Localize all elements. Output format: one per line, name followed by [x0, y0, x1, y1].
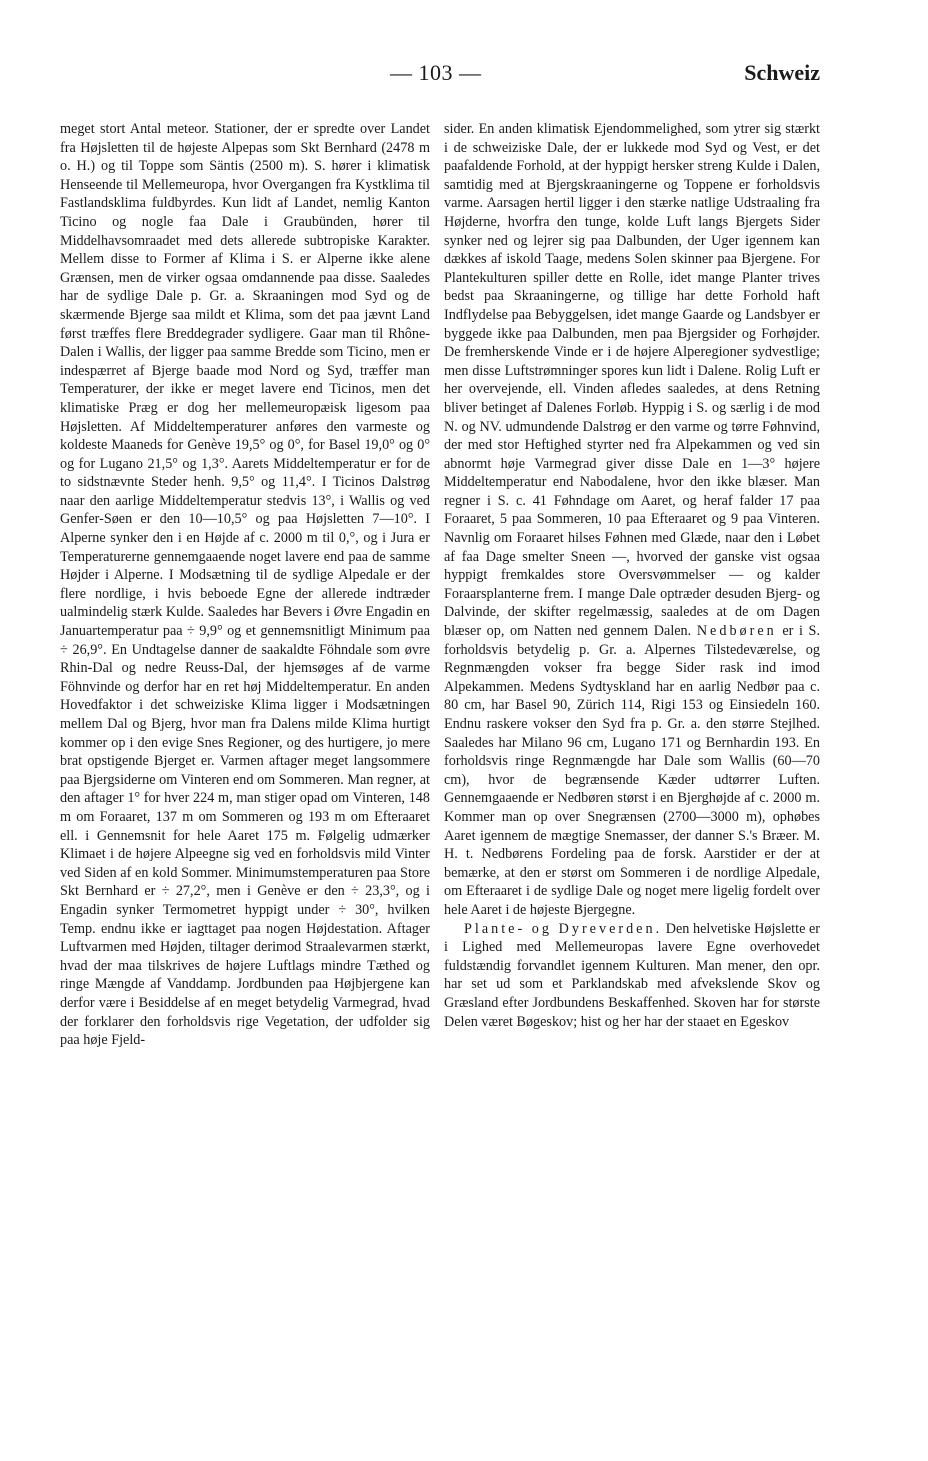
- page-header: [60, 60, 820, 100]
- climate-paragraph: [444, 120, 820, 920]
- flora-fauna-heading: Plante- og Dyreverden.: [464, 920, 663, 937]
- right-column: [444, 120, 820, 1031]
- left-column-text: meget stort Antal meteor. Stationer, der er spredte over Landet fra Højsletten til de højeste Alpepas som Skt Bernhard (2478 m o. H.) og til Toppe som Säntis (2500 m). S. hører i klimatisk Henseende til Mellemeuropa, hvor Overgangen fra Kystklima til Fastlandsklima fuldbyrdes. Kun lidt af Landet, nemlig Kanton Ticino og nogle faa Dale i Graubünden, hører til Middelhavsomraadet med dets allerede subtropiske Karakter. Mellem disse to Former af Klima i S. er Alperne ikke alene Grænsen, men de virker ogsaa omdannende paa disse. Saaledes har de sydlige Dale p. Gr. a. Skraaningen mod Syd og de skærmende Bjerge saa mildt et Klima, som det paa jævnt Land først træffes flere Breddegrader sydligere. Gaar man til Rhône-Dalen i Wallis, der ligger paa samme Bredde som Ticino, men er indespærret af Bjerge baade mod Nord og Syd, træffer man Temperaturer, der ikke er meget lavere end Ticinos, men det klimatiske Præg er dog her mellemeuropæisk ligesom paa Højsletten. Af Middeltemperaturer anføres den varmeste og koldeste Maaneds for Genève 19,5° og 0°, for Basel 19,0° og 0° og for Lugano 21,5° og 1,3°. Aarets Middeltemperatur er for de to sidstnævnte Steder henh. 9,5° og 11,4°. I Ticinos Dalstrøg naar den aarlige Middeltemperatur stedvis 13°, i Wallis og ved Genfer-Søen er den 10—10,5° og paa Højsletten 7—10°. I Alperne synker den i en Højde af c. 2000 m til 0,°, og i Jura er Temperaturerne gennemgaaende noget lavere end paa de samme Højder i Alperne. I Modsætning til de sydlige Alpedale er der flere nordlige, i hvis beboede Egne der allerede indtræder ualmindelig stærk Kulde. Saaledes har Bevers i Øvre Engadin en Januartemperatur paa ÷ 9,9° og et gennemsnitligt Minimum paa ÷ 26,9°. En Undtagelse danner de saakaldte Föhndale som øvre Rhin-Dal og nedre Reuss-Dal, der hjemsøges af de varme Föhnvinde og derfor har en ret høj Middeltemperatur. En anden Hovedfaktor i det schweiziske Klima ligger i Modsætningen mellem Dal og Bjerg, hvor man fra Dalens milde Klima hurtigt kommer op i den evige Snes Regioner, og des hurtigere, jo mere brat opstigende Bjerget er. Varmen aftager meget langsommere paa Bjergsiderne om Vinteren end om Sommeren. Man regner, at den aftager 1° for hver 224 m, man stiger opad om Vinteren, 148 m om Foraaret, 137 m om Sommeren og 193 m om Efteraaret ell. i Gennemsnit for hele Aaret 175 m. Følgelig udmærker Klimaet i de højere Alpeegne sig ved en forholdsvis mild Vinter ved Siden af en kold Sommer. Minimumstemperaturen paa Store Skt Bernhard er ÷ 27,2°, men i Genève er den ÷ 23,3°, og i Engadin synker Termometret hyppigt under ÷ 30°, hvilken Temp. endnu ikke er iagttaget paa nogen Højdestation. Aftager Luftvarmen med Højden, tiltager derimod Straalevarmen stærkt, hvad der maa tilskrives de højere Luftlags mindre Tæthed og ringe Mængde af Vanddamp. Jordbunden paa Højbjergene kan derfor være i Besiddelse af en meget betydelig Varmegrad, hvad der forklarer den forholdsvis rige Vegetation, der udfolder sig paa høje Fjeld-: [60, 121, 430, 1049]
- section-title: Schweiz: [744, 60, 820, 85]
- climate-paragraph-text: sider. En anden klimatisk Ejendommelighed, som ytrer sig stærkt i de schweiziske Dale, der er lukkede mod Syd og Vest, er det paafaldende Forhold, at der hyppigt hersker streng Kulde i Dalen, samtidig med at Bjergskraaningerne og Toppene er forholdsvis varme. Aarsagen hertil ligger i den stærke natlige Udstraaling fra Højderne, hvorfra den tunge, kolde Luft langs Bjergets Sider synker ned og lejrer sig paa Dalbunden, der Uger igennem kan dækkes af iskold Taage, medens Solen skinner paa Bjergene. For Plantekulturen spiller dette en Rolle, idet mange Planter trives bedst paa Skraaningerne, og tillige har dette Forhold haft Indflydelse paa Bebyggelsen, idet mange Gaarde og Landsbyer er byggede ikke paa Dalbunden, men paa Bjergsider og Forhøjder. De fremherskende Vinde er i de højere Alperegioner sydvestlige; men disse Luftstrømninger spores kun lidt i Dalene. Rolig Luft er her overvejende, ell. Vinden afledes saaledes, at dens Retning bliver betinget af Dalenes Forløb. Hyppig i S. og særlig i de mod N. og NV. udmundende Dalstrøg er den varme og tørre Føhnvind, der med stor Heftighed styrter ned fra Alpekammen og ved sin abnormt høje Varmegrad giver disse Dale en 1—3° højere Middeltemperatur end Nabodalene, hvor den ikke blæser. Man regner i S. c. 41 Føhndage om Aaret, og heraf falder 17 paa Foraaret, 5 paa Sommeren, 10 paa Efteraaret og 9 paa Vinteren. Navnlig om Foraaret hilses Føhnen med Glæde, naar den i Løbet af faa Dage smelter Sneen —, hvorved der ganske vist ogsaa hyppigt fremkaldes store Oversvømmelser — og kalder Foraarsplanterne frem. I mange Dale optræder desuden Bjerg- og Dalvinde, der skifter regelmæssig, saaledes at de om Dagen blæser op, om Natten ned gennem Dalen.: [444, 121, 820, 640]
- precipitation-heading: Nedbøren: [696, 623, 777, 640]
- precipitation-text: er i S. forholdsvis betydelig p. Gr. a. Alpernes Tilstedeværelse, og Regnmængden vokser fra begge Sider rask ind imod Alpekammen. Medens Sydtyskland har en aarlig Nedbør paa c. 80 cm, har Basel 90, Zürich 114, Rigi 153 og Einsiedeln 160. Endnu raskere vokser den Syd fra p. Gr. a. den større Stejlhed. Saaledes har Milano 96 cm, Lugano 171 og Bernhardin 193. En forholdsvis ringe Regnmængde har Dale som Wallis (60—70 cm), hvor de begrænsende Kæder udtørrer Luften. Gennemgaaende er Nedbøren størst i en Bjerghøjde af c. 2000 m. Kommer man op over Snegrænsen (2700—3000 m), ophøbes Aaret igennem de mægtige Snemasser, der danner S.'s Bræer. M. H. t. Nedbørens Fordeling paa de forsk. Aarstider er der at bemærke, at den er størst om Sommeren i de nordlige Alpedale, om Efteraaret i de sydlige Dale og noget mere ligelig fordelt over hele Aaret i de højeste Bjergegne.: [444, 623, 820, 918]
- page-number: — 103 —: [390, 60, 482, 85]
- flora-fauna-paragraph: [444, 920, 820, 1032]
- flora-fauna-text: Den helvetiske Højslette er i Lighed med Mellemeuropas lavere Egne overhovedet fuldstændig forvandlet igennem Kulturen. Man mener, den opr. har set ud som et Parklandskab med afvekslende Skov og Græsland efter Jordbundens Beskaffenhed. Skoven har for største Delen været Bøgeskov; hist og her har der staaet en Egeskov: [444, 920, 821, 1030]
- left-column: [60, 120, 430, 1050]
